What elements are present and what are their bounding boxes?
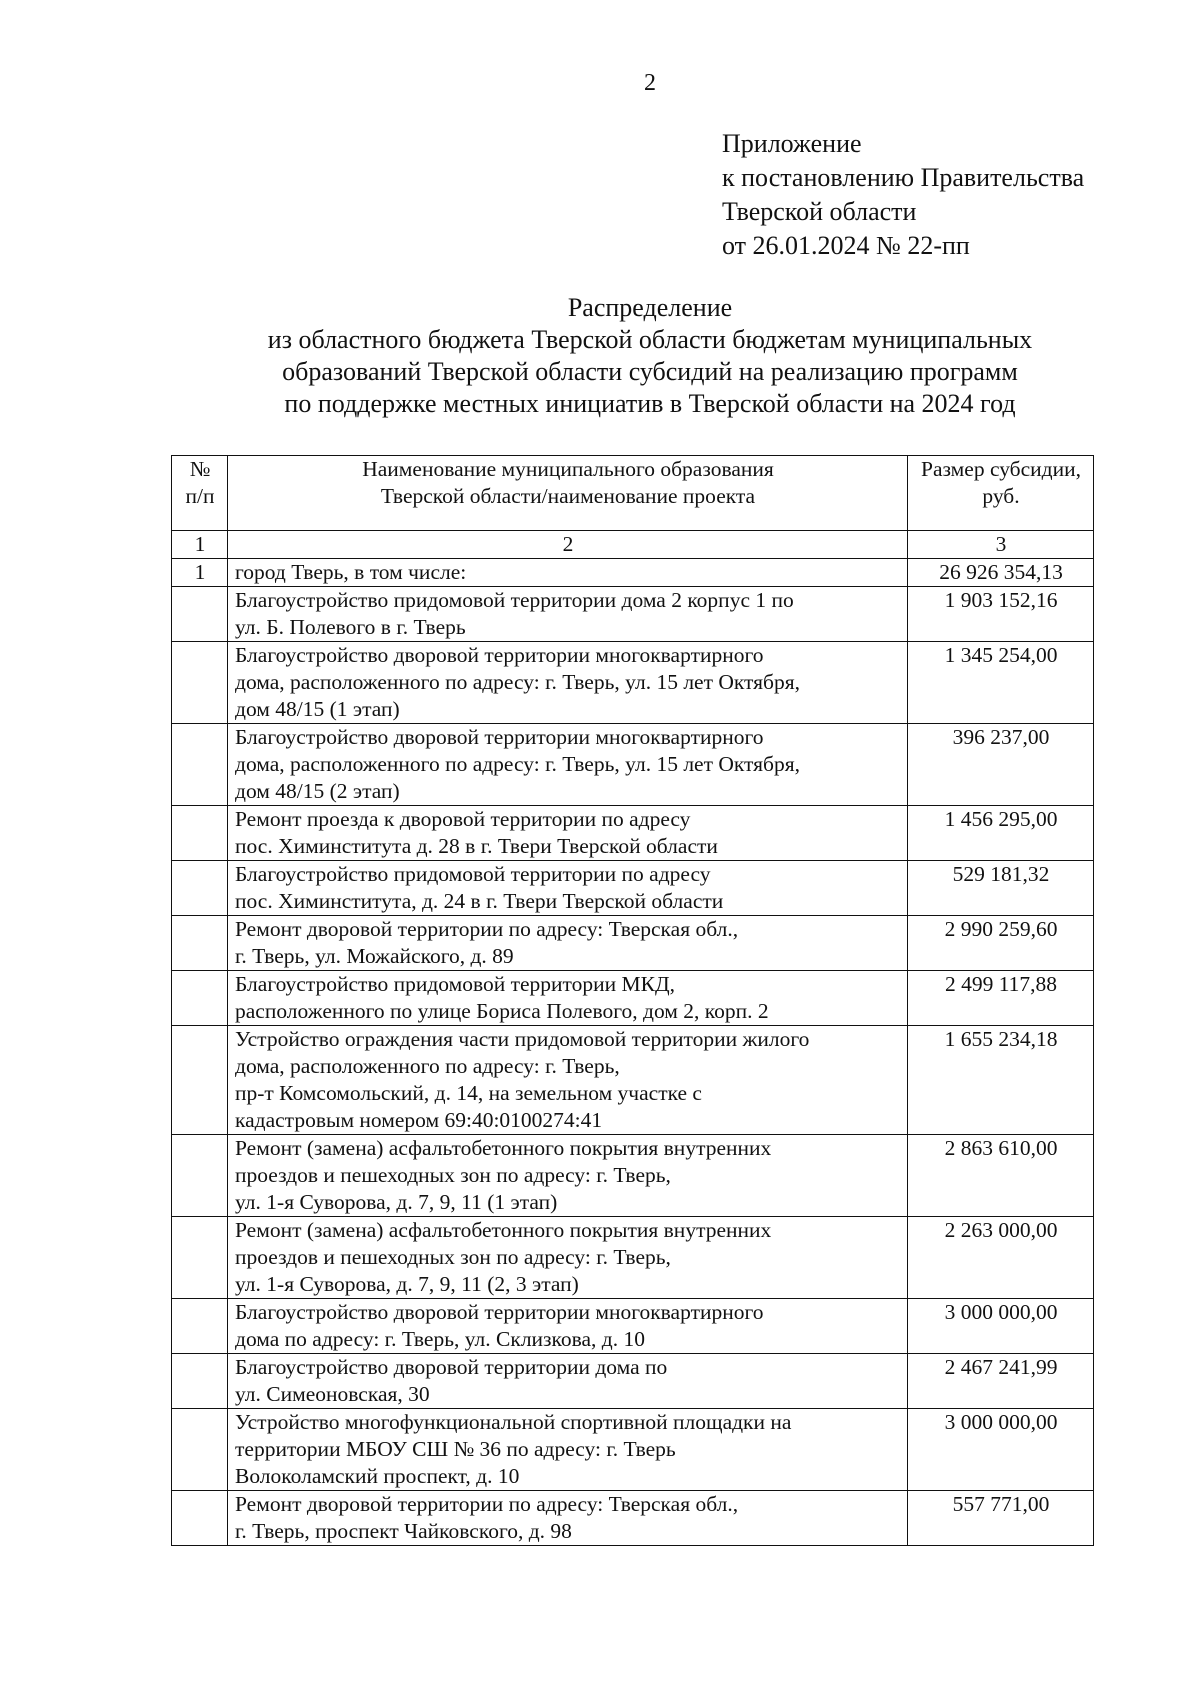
subsidy-amount: 2 499 117,88	[908, 971, 1094, 1026]
project-name	[228, 1491, 908, 1546]
subsidy-amount: 557 771,00	[908, 1491, 1094, 1546]
project-name-line: кадастровым номером 69:40:0100274:41	[235, 1108, 603, 1132]
subsidy-amount: 396 237,00	[908, 724, 1094, 806]
subsidy-amount: 529 181,32	[908, 861, 1094, 916]
subsidy-amount: 26 926 354,13	[908, 559, 1094, 587]
subsidy-amount: 1 345 254,00	[908, 642, 1094, 724]
row-number	[172, 1354, 228, 1409]
table-row	[172, 971, 1094, 1026]
project-name	[228, 559, 908, 587]
project-name-line: Благоустройство дворовой территории дома по	[235, 1355, 668, 1379]
project-name	[228, 806, 908, 861]
table-header-row	[172, 456, 1094, 531]
subsidy-amount: 3 000 000,00	[908, 1409, 1094, 1491]
subsidy-amount: 2 263 000,00	[908, 1217, 1094, 1299]
table-row	[172, 861, 1094, 916]
row-number	[172, 587, 228, 642]
column-index: 1	[172, 531, 228, 559]
header-amount: Размер субсидии, руб.	[908, 456, 1094, 531]
row-number	[172, 861, 228, 916]
row-number	[172, 916, 228, 971]
project-name	[228, 1299, 908, 1354]
subsidy-amount: 2 467 241,99	[908, 1354, 1094, 1409]
subsidy-amount: 2 990 259,60	[908, 916, 1094, 971]
project-name-line: Благоустройство дворовой территории многоквартирного	[235, 643, 764, 667]
row-number: 1	[172, 559, 228, 587]
title-line: по поддержке местных инициатив в Тверской области на 2024 год	[284, 389, 1016, 418]
project-name-line: ул. Симеоновская, 30	[235, 1382, 430, 1406]
row-number	[172, 1491, 228, 1546]
project-name-line: дома по адресу: г. Тверь, ул. Склизкова, д. 10	[235, 1327, 646, 1351]
project-name-line: дома, расположенного по адресу: г. Тверь, ул. 15 лет Октября,	[235, 670, 801, 694]
table-row	[172, 916, 1094, 971]
project-name	[228, 1135, 908, 1217]
subsidy-amount: 3 000 000,00	[908, 1299, 1094, 1354]
subsidy-amount: 1 655 234,18	[908, 1026, 1094, 1135]
subsidy-amount: 1 903 152,16	[908, 587, 1094, 642]
project-name	[228, 971, 908, 1026]
project-name-line: дом 48/15 (2 этап)	[235, 779, 400, 803]
table-row	[172, 1217, 1094, 1299]
subsidy-amount: 2 863 610,00	[908, 1135, 1094, 1217]
project-name-line: дома, расположенного по адресу: г. Тверь,	[235, 1054, 620, 1078]
project-name-line: Ремонт дворовой территории по адресу: Тверская обл.,	[235, 917, 739, 941]
document-title	[0, 292, 1200, 420]
project-name-line: Ремонт (замена) асфальтобетонного покрытия внутренних	[235, 1218, 772, 1242]
project-name-line: Ремонт дворовой территории по адресу: Тверская обл.,	[235, 1492, 739, 1516]
project-name	[228, 1354, 908, 1409]
project-name	[228, 861, 908, 916]
table-row	[172, 1026, 1094, 1135]
row-number	[172, 1026, 228, 1135]
title-line: образований Тверской области субсидий на реализацию программ	[282, 357, 1018, 386]
row-number	[172, 806, 228, 861]
appendix-line: Тверской области	[722, 197, 917, 226]
table-row	[172, 724, 1094, 806]
project-name-line: пос. Химинститута, д. 24 в г. Твери Тверской области	[235, 889, 724, 913]
project-name	[228, 642, 908, 724]
project-name	[228, 1217, 908, 1299]
project-name-line: расположенного по улице Бориса Полевого, дом 2, корп. 2	[235, 999, 769, 1023]
project-name-line: Благоустройство дворовой территории многоквартирного	[235, 725, 764, 749]
appendix-block	[722, 127, 1084, 263]
row-number	[172, 1135, 228, 1217]
project-name-line: территории МБОУ СШ № 36 по адресу: г. Тверь	[235, 1437, 676, 1461]
row-number	[172, 642, 228, 724]
subsidy-amount: 1 456 295,00	[908, 806, 1094, 861]
table-row	[172, 1354, 1094, 1409]
table-row	[172, 642, 1094, 724]
project-name-line: г. Тверь, ул. Можайского, д. 89	[235, 944, 514, 968]
project-name-line: ул. 1-я Суворова, д. 7, 9, 11 (1 этап)	[235, 1190, 558, 1214]
row-number	[172, 971, 228, 1026]
project-name-line: город Тверь, в том числе:	[235, 560, 467, 584]
project-name-line: дома, расположенного по адресу: г. Тверь, ул. 15 лет Октября,	[235, 752, 801, 776]
title-line: из областного бюджета Тверской области бюджетам муниципальных	[267, 325, 1033, 354]
table-row	[172, 1491, 1094, 1546]
table-row	[172, 1135, 1094, 1217]
row-number	[172, 1409, 228, 1491]
subsidy-table	[171, 455, 1094, 1546]
project-name-line: Устройство многофункциональной спортивной площадки на	[235, 1410, 792, 1434]
project-name-line: Ремонт (замена) асфальтобетонного покрытия внутренних	[235, 1136, 772, 1160]
table-row	[172, 587, 1094, 642]
project-name-line: Устройство ограждения части придомовой территории жилого	[235, 1027, 810, 1051]
project-name-line: Волоколамский проспект, д. 10	[235, 1464, 520, 1488]
row-number	[172, 724, 228, 806]
project-name-line: ул. 1-я Суворова, д. 7, 9, 11 (2, 3 этап)	[235, 1272, 579, 1296]
project-name	[228, 1026, 908, 1135]
table-row	[172, 559, 1094, 587]
project-name-line: Благоустройство дворовой территории многоквартирного	[235, 1300, 764, 1324]
project-name-line: пр-т Комсомольский, д. 14, на земельном участке с	[235, 1081, 702, 1105]
project-name	[228, 1409, 908, 1491]
column-index: 2	[228, 531, 908, 559]
project-name-line: проездов и пешеходных зон по адресу: г. Тверь,	[235, 1245, 671, 1269]
title-line: Распределение	[567, 293, 733, 322]
project-name	[228, 916, 908, 971]
project-name-line: Ремонт проезда к дворовой территории по адресу	[235, 807, 691, 831]
project-name-line: г. Тверь, проспект Чайковского, д. 98	[235, 1519, 572, 1543]
table-row	[172, 1299, 1094, 1354]
project-name-line: пос. Химинститута д. 28 в г. Твери Тверской области	[235, 834, 718, 858]
column-index: 3	[908, 531, 1094, 559]
table-row	[172, 1409, 1094, 1491]
header-name: Наименование муниципального образования Тверской области/наименование проекта	[228, 456, 908, 531]
project-name	[228, 724, 908, 806]
project-name-line: дом 48/15 (1 этап)	[235, 697, 400, 721]
project-name	[228, 587, 908, 642]
page-number: 2	[644, 70, 656, 96]
table-row	[172, 806, 1094, 861]
project-name-line: Благоустройство придомовой территории МКД,	[235, 972, 676, 996]
appendix-line: к постановлению Правительства	[722, 163, 1085, 192]
appendix-line: Приложение	[722, 129, 862, 158]
row-number	[172, 1217, 228, 1299]
row-number	[172, 1299, 228, 1354]
appendix-line: от 26.01.2024 № 22-пп	[722, 231, 970, 260]
header-num: № п/п	[172, 456, 228, 531]
column-index-row	[172, 531, 1094, 559]
project-name-line: Благоустройство придомовой территории по адресу	[235, 862, 711, 886]
project-name-line: Благоустройство придомовой территории дома 2 корпус 1 по	[235, 588, 794, 612]
project-name-line: проездов и пешеходных зон по адресу: г. Тверь,	[235, 1163, 671, 1187]
project-name-line: ул. Б. Полевого в г. Тверь	[235, 615, 466, 639]
